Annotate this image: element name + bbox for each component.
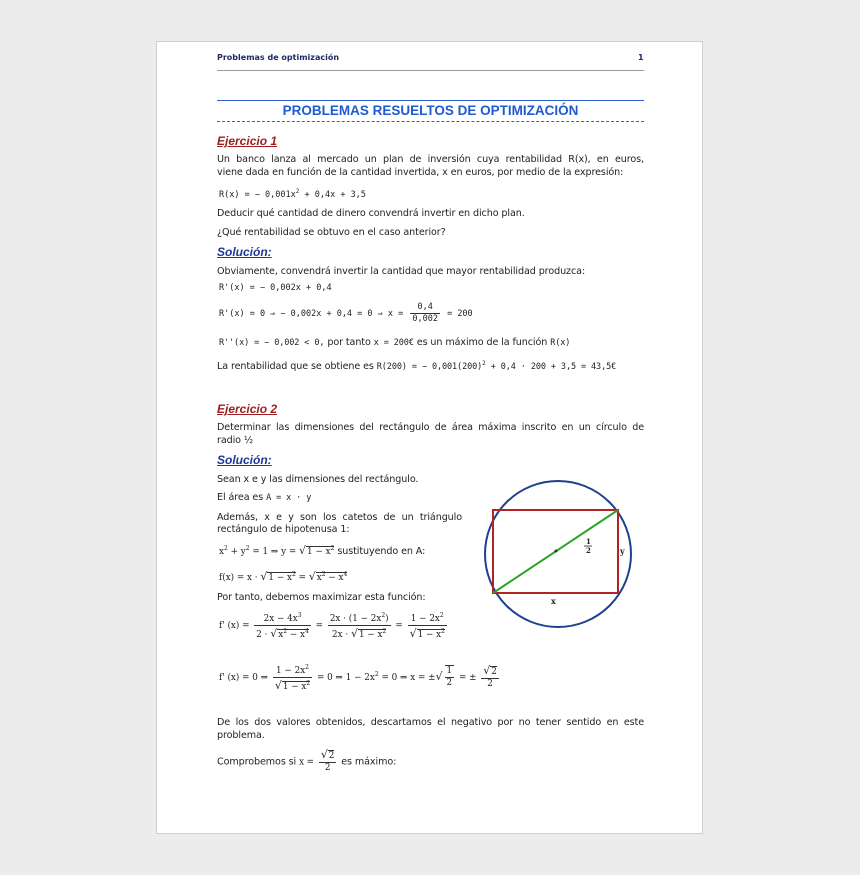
exercise-2-statement-line-2: radio ½ xyxy=(217,435,254,446)
pythagoras-formula: $x^2 + y^2 = 1$ ⇒ $y = √1 - x^2$ sustituyendo en A: xyxy=(219,544,426,557)
second-derivative-line: R''(x) = − 0,002 < 0, por tanto x = 200€ es un máximo de la función R(x) xyxy=(219,337,571,348)
exercise-1-solution-text: Obviamente, convendrá invertir la cantidad que mayor rentabilidad produzca: xyxy=(217,266,586,277)
inscribed-rectangle-figure xyxy=(473,474,643,634)
area-function-formula: $f(x) = x \cdot √1 - x^2 = √x^2 - x^4$ xyxy=(219,570,348,583)
exercise-2-heading: Ejercicio 2 xyxy=(217,402,278,416)
exercise-2-solution-heading: Solución: xyxy=(217,453,272,467)
catetos-text-line-1: Además, x e y son los catetos de un triángulo xyxy=(217,512,462,523)
derivative-formula: R'(x) = − 0,002x + 0,4 xyxy=(219,283,332,293)
catetos-text-line-2: rectángulo de hipotenusa 1: xyxy=(217,524,350,535)
discard-text-line-2: problema. xyxy=(217,730,265,741)
exercise-1-question-1: Deducir qué cantidad de dinero convendrá invertir en dicho plan. xyxy=(217,208,525,219)
label-x: x xyxy=(551,596,556,606)
label-y: y xyxy=(620,546,625,556)
running-header-title: Problemas de optimización xyxy=(217,53,340,62)
page-number: 1 xyxy=(638,53,644,62)
exercise-2-statement-line-1: Determinar las dimensiones del rectángulo de área máxima inscrito en un círculo de xyxy=(217,422,644,433)
circle xyxy=(485,481,631,627)
fraction-numerator: 0,4 xyxy=(410,302,440,314)
circle-center-mark xyxy=(555,550,558,553)
exercise-1-statement-line-2: viene dada en función de la cantidad invertida, x en euros, por medio de la expresión: xyxy=(217,167,624,178)
check-maximum-line: Comprobemos si x = $\frac{√2}{2}$ es máximo: xyxy=(217,748,397,773)
exercise-1-heading: Ejercicio 1 xyxy=(217,134,278,148)
dimensions-text: Sean x e y las dimensiones del rectángulo. xyxy=(217,474,419,485)
document-page xyxy=(156,41,703,834)
discard-text-line-1: De los dos valores obtenidos, descartamos el negativo por no tener sentido en este xyxy=(217,717,644,728)
derivative-fraction-formula: f' (x) = $\frac{2x - 4x^3}{2 \cdot √x^2 - x^4}$ = $\frac{2x \cdot (1 - 2x^2)}{2x \cdot √1 - x^2}$ = $\frac{1 - 2x^2}{√1 - x^2}$ xyxy=(219,612,445,640)
exercise-1-statement-line-1: Un banco lanza al mercado un plan de inversión cuya rentabilidad R(x), en euros, xyxy=(217,154,644,165)
rentability-result-line: La rentabilidad que se obtiene es R(200) = − $0,001(200)^2 + 0,4 \cdot 200 + 3,5$ = 43,5€ xyxy=(217,360,617,373)
exercise-1-solution-heading: Solución: xyxy=(217,245,272,259)
critical-point-formula: R'(x) = 0 ⇒ − 0,002x + 0,4 = 0 ⇒ x = $\frac{0,4}{0,002}$ = 200 xyxy=(219,302,473,324)
document-title: PROBLEMAS RESUELTOS DE OPTIMIZACIÓN xyxy=(217,100,644,122)
exercise-1-question-2: ¿Qué rentabilidad se obtuvo en el caso anterior? xyxy=(217,227,446,238)
maximize-text: Por tanto, debemos maximizar esta función: xyxy=(217,592,426,603)
critical-points-formula: f' (x) = 0 ⇒ $\frac{1 - 2x^2}{√1 - x^2}$ = 0 ⇒ $1 - 2x^2 = 0$ ⇒ x = ±√ $\frac{1}{2}$ = ± $\frac{√2}{2}$ xyxy=(219,663,497,692)
exercise-1-formula: R(x) = − $0,001x^2 + 0,4x + 3,5$ xyxy=(219,188,366,200)
fraction-denominator: 0,002 xyxy=(412,314,438,324)
label-half-denominator: 2 xyxy=(586,546,591,555)
header-rule xyxy=(217,70,644,71)
area-line: El área es A = x · y xyxy=(217,492,312,503)
label-half-numerator: 1 xyxy=(586,537,591,546)
